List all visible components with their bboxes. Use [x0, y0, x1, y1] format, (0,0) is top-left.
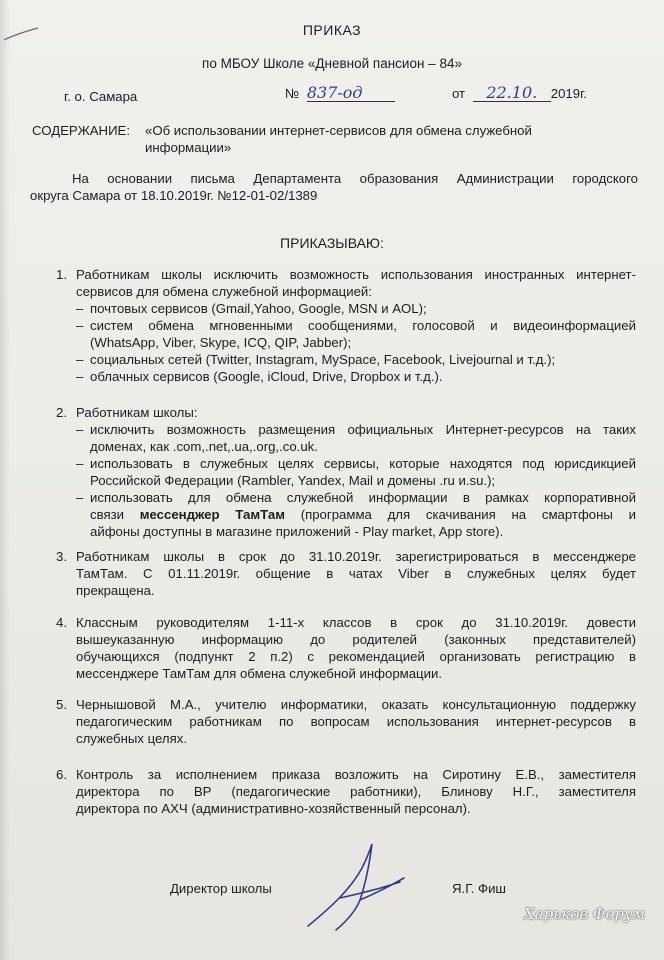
dash-line: айфоны доступны в магазине приложений - Play market, App store). [90, 524, 504, 539]
dash-line: (WhatsApp, Viber, Skype, ICQ, QIP, Jabber); [90, 335, 352, 350]
item-line: сервисов для обмена служебной информацией: [76, 284, 372, 299]
item-number: 5. [56, 697, 67, 712]
order-word: ПРИКАЗЫВАЮ: [280, 235, 384, 251]
dash-line: Российской Федерации (Rambler, Yandex, Mail и домены .ru и.su.); [90, 473, 496, 488]
order-date [452, 84, 587, 102]
item-line: Классным руководителям 1-11-х классов в срок до 31.10.2019г. довести [76, 615, 636, 630]
order-number [285, 84, 395, 102]
item-5-text [76, 696, 636, 747]
item-number: 4. [56, 615, 67, 630]
item-3-text [76, 548, 636, 599]
item-line: Работникам школы: [76, 405, 198, 420]
basis-paragraph [30, 170, 638, 204]
dash-line: облачных сервисов (Google, iCloud, Drive, Dropbox и т.д.). [90, 369, 443, 384]
dash-item: – облачных сервисов (Google, iCloud, Drive, Dropbox и т.д.). [76, 368, 636, 385]
dash-item: – социальных сетей (Twitter, Instagram, MySpace, Facebook, Livejournal и т.д.); [76, 351, 636, 368]
dash-item: – использовать для обмена служебной информации в рамках корпоративной связи мессенджер ТамТам (программа для скачивания на смартфоны и айфоны доступны в магазине приложений - Play market, App store). [76, 490, 636, 539]
item-2-dash-list [76, 421, 636, 540]
dash-line: исключить возможность размещения официальных Интернет-ресурсов на таких [90, 422, 636, 437]
dash-line: социальных сетей (Twitter, Instagram, MySpace, Facebook, Livejournal и т.д.); [90, 352, 556, 367]
signature-position: Директор школы [170, 881, 272, 896]
date-handwritten: 22.10. [473, 84, 551, 102]
city: г. о. Самара [64, 89, 138, 104]
subject-label: СОДЕРЖАНИЕ: [32, 123, 131, 138]
dash-item: – систем обмена мгновенными сообщениями, голосовой и видеоинформацией (WhatsApp, Viber, Skype, ICQ, QIP, Jabber); [76, 318, 636, 350]
basis-line: На основании письма Департамента образования Администрации городского [72, 171, 638, 186]
watermark: Харьков Форум [524, 905, 646, 923]
signature-scribble-icon [300, 838, 430, 938]
item-line: служебных целях. [76, 731, 188, 746]
item-number: 1. [56, 267, 67, 282]
basis-line: округа Самара от 18.10.2019г. №12-01-02/1389 [30, 188, 318, 203]
number-handwritten: 837-од [307, 84, 395, 102]
dash-line: почтовых сервисов (Gmail,Yahoo, Google, MSN и AOL); [90, 301, 427, 316]
item-line: Работникам школы исключить возможность использования иностранных интернет- [76, 267, 636, 282]
dash-item: – почтовых сервисов (Gmail,Yahoo, Google, MSN и AOL); [76, 300, 636, 317]
item-line: мессенджере ТамТам для обмена служебной информации. [76, 666, 443, 681]
number-sign: № [285, 86, 300, 101]
item-number: 3. [56, 549, 67, 564]
dash-item: – исключить возможность размещения официальных Интернет-ресурсов на таких доменах, как .com,.net,.ua,.org,.co.uk. [76, 422, 636, 454]
dash-line: использовать в служебных целях сервисы, которые находятся под юрисдикцией [90, 456, 636, 471]
item-4-text [76, 614, 636, 682]
date-suffix: 2019г. [550, 86, 587, 101]
item-line: директора по ВР (педагогические работники), Блинову Н.Г., заместителя [76, 784, 636, 799]
item-1-dash-list [76, 300, 636, 385]
item-line: прекращена. [76, 583, 155, 598]
subject-line-2: информации» [145, 140, 232, 155]
item-line: директора по АХЧ (административно-хозяйственный персонал). [76, 801, 471, 816]
item-line: педагогическим работникам по вопросам использования интернет-ресурсов в [76, 714, 636, 729]
subject-line-1: «Об использовании интернет-сервисов для обмена служебной [145, 123, 532, 138]
dash-text: (программа для скачивания на смартфоны и [284, 507, 636, 522]
date-prefix: от [452, 86, 466, 101]
page-edge-shadow [0, 0, 10, 960]
dash-item: – использовать в служебных целях сервисы, которые находятся под юрисдикцией Российской Федерации (Rambler, Yandex, Mail и домены .ru и.su.); [76, 456, 636, 488]
item-6-text [76, 766, 636, 817]
dash-line: систем обмена мгновенными сообщениями, голосовой и видеоинформацией [90, 318, 636, 333]
item-2-text [76, 404, 636, 421]
dash-text: связи [90, 507, 140, 522]
item-line: вышеуказанную информацию до родителей (законных представителей) [76, 632, 636, 647]
item-1-text [76, 266, 636, 300]
signature-name: Я.Г. Фиш [452, 881, 507, 896]
dash-line: использовать для обмена служебной информации в рамках корпоративной [90, 490, 636, 505]
school-name: по МБОУ Школе «Дневной пансион – 84» [202, 56, 462, 71]
item-number: 2. [56, 405, 67, 420]
messenger-name: мессенджер ТамТам [139, 507, 285, 522]
dash-line: доменах, как .com,.net,.ua,.org,.co.uk. [90, 439, 318, 454]
document-title: ПРИКАЗ [302, 22, 362, 38]
item-line: Работникам школы в срок до 31.10.2019г. зарегистрироваться в мессенджере [76, 549, 636, 564]
item-line: Контроль за исполнением приказа возложить на Сиротину Е.В., заместителя [76, 767, 636, 782]
dash-line [90, 506, 636, 523]
item-number: 6. [56, 767, 67, 782]
item-line: ТамТам. С 01.11.2019г. общение в чатах Viber в служебных целях будет [76, 566, 636, 581]
item-line: Чернышовой М.А., учителю информатики, оказать консультационную поддержку [76, 697, 636, 712]
item-line: обучающихся (подпункт 2 п.2) с рекомендацией организовать регистрацию в [76, 649, 636, 664]
